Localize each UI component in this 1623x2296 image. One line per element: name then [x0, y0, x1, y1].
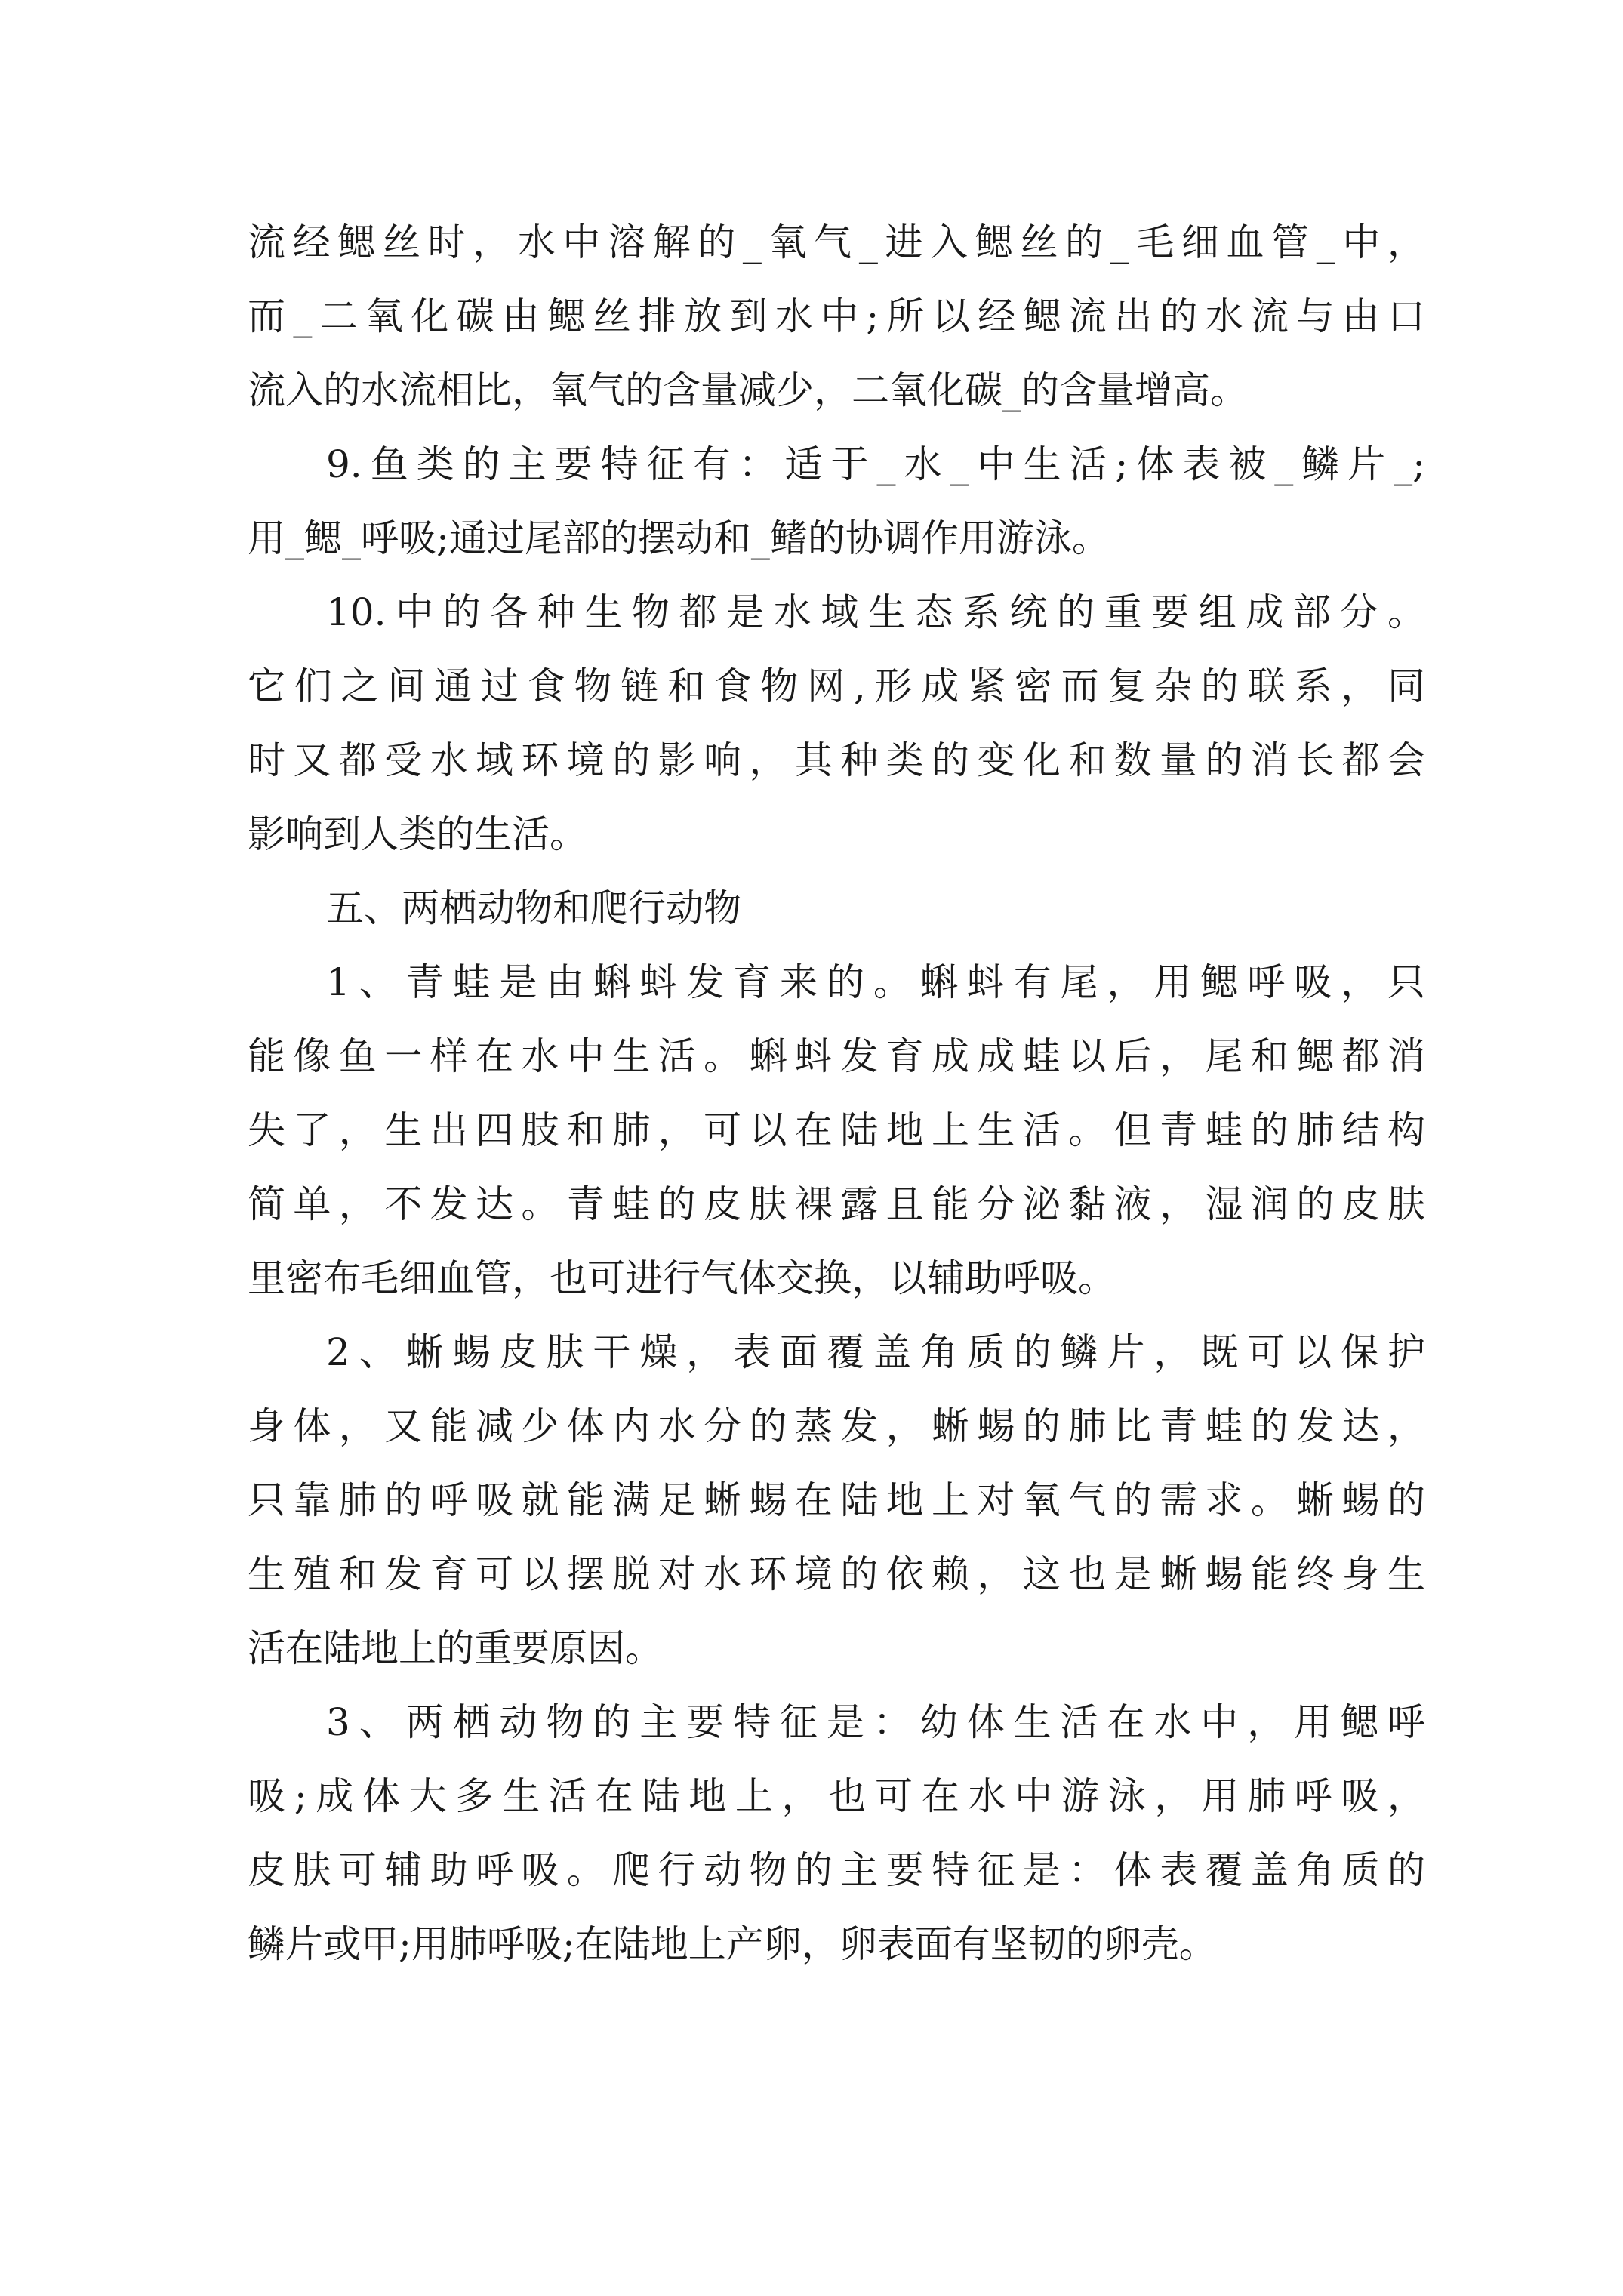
text-line: 鳞片或甲;用肺呼吸;在陆地上产卵，卵表面有坚韧的卵壳。: [248, 1922, 1217, 1966]
section-title: 五、两栖动物和爬行动物: [326, 886, 741, 930]
text-line: 皮肤可辅助呼吸。爬行动物的主要特征是：体表覆盖角质的: [248, 1848, 1425, 1892]
text-line: 吸;成体大多生活在陆地上，也可在水中游泳，用肺呼吸，: [248, 1774, 1425, 1818]
text-line: 影响到人类的生活。: [248, 812, 587, 856]
text-line: 里密布毛细血管，也可进行气体交换，以辅助呼吸。: [248, 1256, 1116, 1300]
paragraph-lizard: [248, 1315, 1425, 1685]
paragraph-fish-features: [248, 427, 1425, 575]
paragraph-gill-flow: [248, 205, 1425, 427]
paragraph-frog: [248, 945, 1425, 1315]
text-line: 9.鱼类的主要特征有：适于_水_中生活;体表被_鳞片_;: [326, 442, 1425, 486]
text-line: 流入的水流相比，氧气的含量减少，二氧化碳_的含量增高。: [248, 368, 1248, 412]
text-line: 它们之间通过食物链和食物网,形成紧密而复杂的联系，同: [248, 664, 1425, 708]
text-line: 只靠肺的呼吸就能满足蜥蜴在陆地上对氧气的需求。蜥蜴的: [248, 1478, 1425, 1522]
text-line: 时又都受水域环境的影响，其种类的变化和数量的消长都会: [248, 738, 1425, 782]
paragraph-aquatic-ecosystem: [248, 575, 1425, 871]
text-line: 活在陆地上的重要原因。: [248, 1626, 663, 1670]
text-line: 而_二氧化碳由鳃丝排放到水中;所以经鳃流出的水流与由口: [248, 294, 1425, 338]
text-line: 简单，不发达。青蛙的皮肤裸露且能分泌黏液，湿润的皮肤: [248, 1182, 1425, 1226]
text-line: 能像鱼一样在水中生活。蝌蚪发育成成蛙以后，尾和鳃都消: [248, 1034, 1425, 1078]
paragraph-amphibian-reptile: [248, 1685, 1425, 1981]
text-line: 1、青蛙是由蝌蚪发育来的。蝌蚪有尾，用鳃呼吸，只: [326, 960, 1425, 1004]
text-line: 3、两栖动物的主要特征是：幼体生活在水中，用鳃呼: [326, 1700, 1425, 1744]
text-line: 10.中的各种生物都是水域生态系统的重要组成部分。: [326, 590, 1425, 634]
text-line: 生殖和发育可以摆脱对水环境的依赖，这也是蜥蜴能终身生: [248, 1552, 1425, 1596]
text-line: 2、蜥蜴皮肤干燥，表面覆盖角质的鳞片，既可以保护: [326, 1330, 1425, 1374]
section-heading: [248, 871, 1425, 945]
text-line: 身体，又能减少体内水分的蒸发，蜥蜴的肺比青蛙的发达，: [248, 1404, 1425, 1448]
text-line: 用_鳃_呼吸;通过尾部的摆动和_鳍的协调作用游泳。: [248, 516, 1110, 560]
text-line: 流经鳃丝时，水中溶解的_氧气_进入鳃丝的_毛细血管_中，: [248, 220, 1425, 264]
document-body: [248, 205, 1425, 1981]
text-line: 失了，生出四肢和肺，可以在陆地上生活。但青蛙的肺结构: [248, 1108, 1425, 1152]
